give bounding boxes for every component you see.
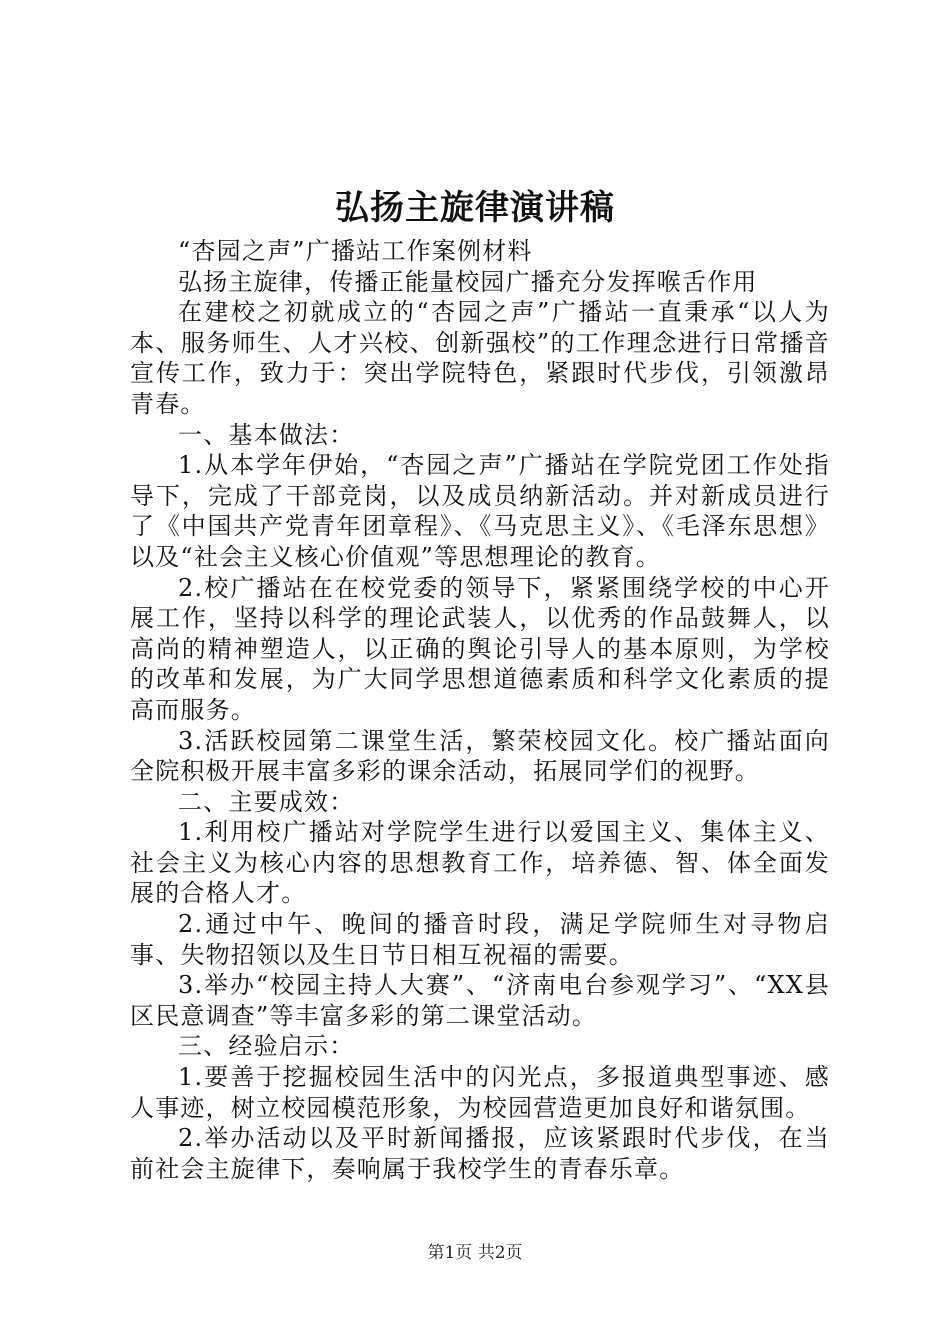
document-body: [130, 236, 830, 1184]
paragraph-result-1: 1.利用校广播站对学院学生进行以爱国主义、集体主义、社会主义为核心内容的思想教育工作，培养德、智、体全面发展的合格人才。: [130, 818, 830, 908]
paragraph-case-title: “杏园之声”广播站工作案例材料: [178, 237, 533, 265]
paragraph-practice-3: 3.活跃校园第二课堂生活，繁荣校园文化。校广播站面向全院积极开展丰富多彩的课余活动，拓展同学们的视野。: [130, 726, 830, 786]
section-heading-experience: 三、经验启示：: [178, 1032, 355, 1061]
paragraph-experience-1: 1.要善于挖掘校园生活中的闪光点，多报道典型事迹、感人事迹，树立校园模范形象，为校园营造更加良好和谐氛围。: [130, 1063, 830, 1122]
page-footer: 第1页 共2页: [427, 1243, 523, 1263]
paragraph-intro: 在建校之初就成立的“杏园之声”广播站一直秉承“以人为本、服务师生、人才兴校、创新强校”的工作理念进行日常播音宣传工作，致力于：突出学院特色，紧跟时代步伐，引领激昂青春。: [130, 298, 830, 418]
paragraph-result-2: 2.通过中午、晚间的播音时段，满足学院师生对寻物启事、失物招领以及生日节日相互祝福的需要。: [130, 910, 830, 969]
section-heading-main-results: 二、主要成效：: [178, 787, 355, 816]
paragraph-result-3: 3.举办“校园主持人大赛”、“济南电台参观学习”、“XX县区民意调查”等丰富多彩的第二课堂活动。: [130, 971, 830, 1030]
paragraph-experience-2: 2.举办活动以及平时新闻播报，应该紧跟时代步伐，在当前社会主旋律下，奏响属于我校学生的青春乐章。: [130, 1124, 830, 1183]
document-title: 弘扬主旋律演讲稿: [335, 188, 615, 228]
paragraph-practice-1: 1.从本学年伊始，“杏园之声”广播站在学院党团工作处指导下，完成了干部竞岗，以及成员纳新活动。并对新成员进行了《中国共产党青年团章程》、《马克思主义》、《毛泽东思想》以及“社会主义核心价值观”等思想理论的教育。: [130, 451, 830, 571]
paragraph-subtitle: 弘扬主旋律，传播正能量校园广播充分发挥喉舌作用: [178, 267, 758, 296]
paragraph-practice-2: 2.校广播站在在校党委的领导下，紧紧围绕学校的中心开展工作，坚持以科学的理论武装人，以优秀的作品鼓舞人，以高尚的精神塑造人，以正确的舆论引导人的基本原则，为学校的改革和发展，为广大同学思想道德素质和科学文化素质的提高而服务。: [130, 573, 830, 724]
section-heading-basic-practices: 一、基本做法：: [178, 420, 355, 449]
